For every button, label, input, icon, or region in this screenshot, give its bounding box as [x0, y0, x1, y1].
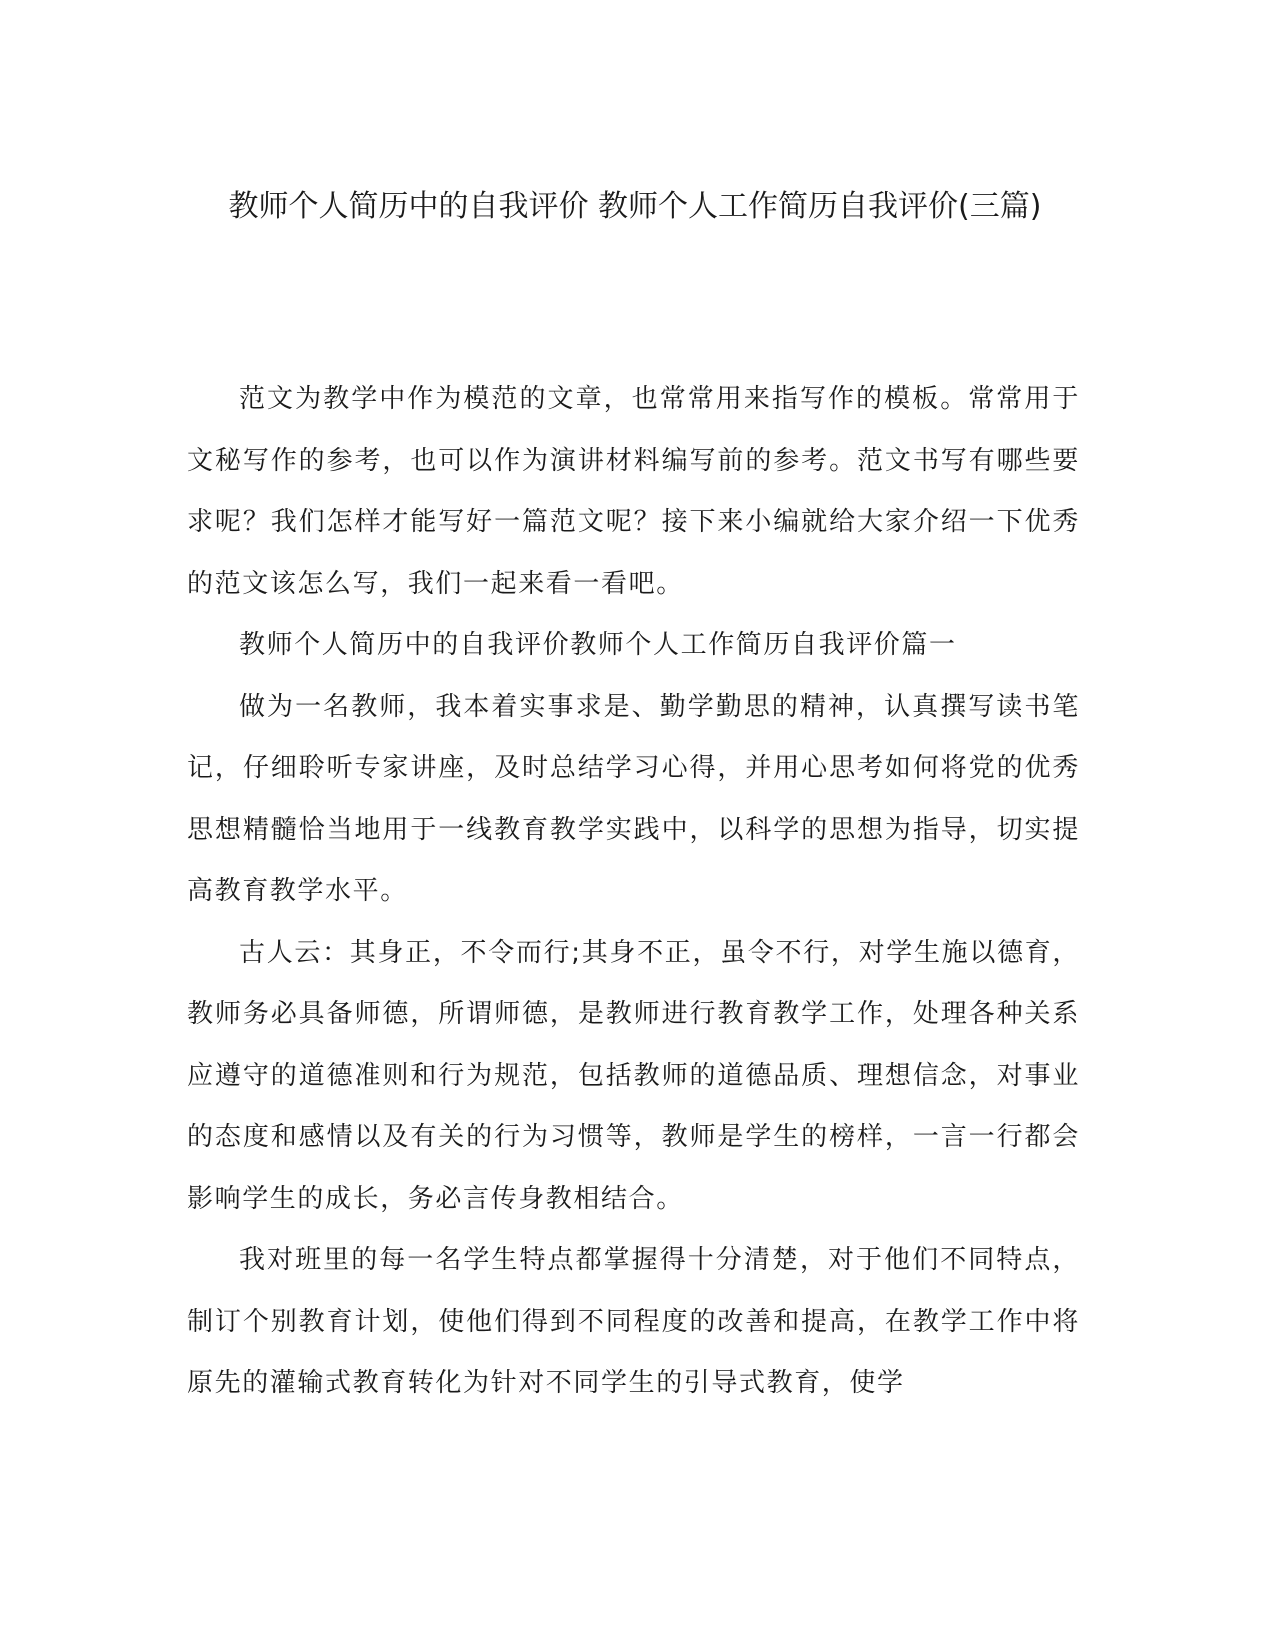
- document-title: 教师个人简历中的自我评价 教师个人工作简历自我评价(三篇): [228, 189, 1042, 224]
- document-body: [187, 369, 1080, 1415]
- intro-paragraph: 范文为教学中作为模范的文章，也常常用来指写作的模板。常常用于文秘写作的参考，也可以作为演讲材料编写前的参考。范文书写有哪些要求呢？我们怎样才能写好一篇范文呢？接下来小编就给大家介绍一下优秀的范文该怎么写，我们一起来看一看吧。: [187, 384, 1080, 599]
- body-paragraph: 做为一名教师，我本着实事求是、勤学勤思的精神，认真撰写读书笔记，仔细聆听专家讲座，及时总结学习心得，并用心思考如何将党的优秀思想精髓恰当地用于一线教育教学实践中，以科学的思想为指导，切实提高教育教学水平。: [187, 691, 1080, 906]
- body-paragraph: 古人云：其身正，不令而行;其身不正，虽令不行，对学生施以德育，教师务必具备师德，所谓师德，是教师进行教育教学工作，处理各种关系应遵守的道德准则和行为规范，包括教师的道德品质、理想信念，对事业的态度和感情以及有关的行为习惯等，教师是学生的榜样，一言一行都会影响学生的成长，务必言传身教相结合。: [187, 937, 1080, 1214]
- section-heading: 教师个人简历中的自我评价教师个人工作简历自我评价篇一: [239, 630, 957, 660]
- body-paragraph: 我对班里的每一名学生特点都掌握得十分清楚，对于他们不同特点，制订个别教育计划，使他们得到不同程度的改善和提高，在教学工作中将原先的灌输式教育转化为针对不同学生的引导式教育，使学: [187, 1245, 1080, 1398]
